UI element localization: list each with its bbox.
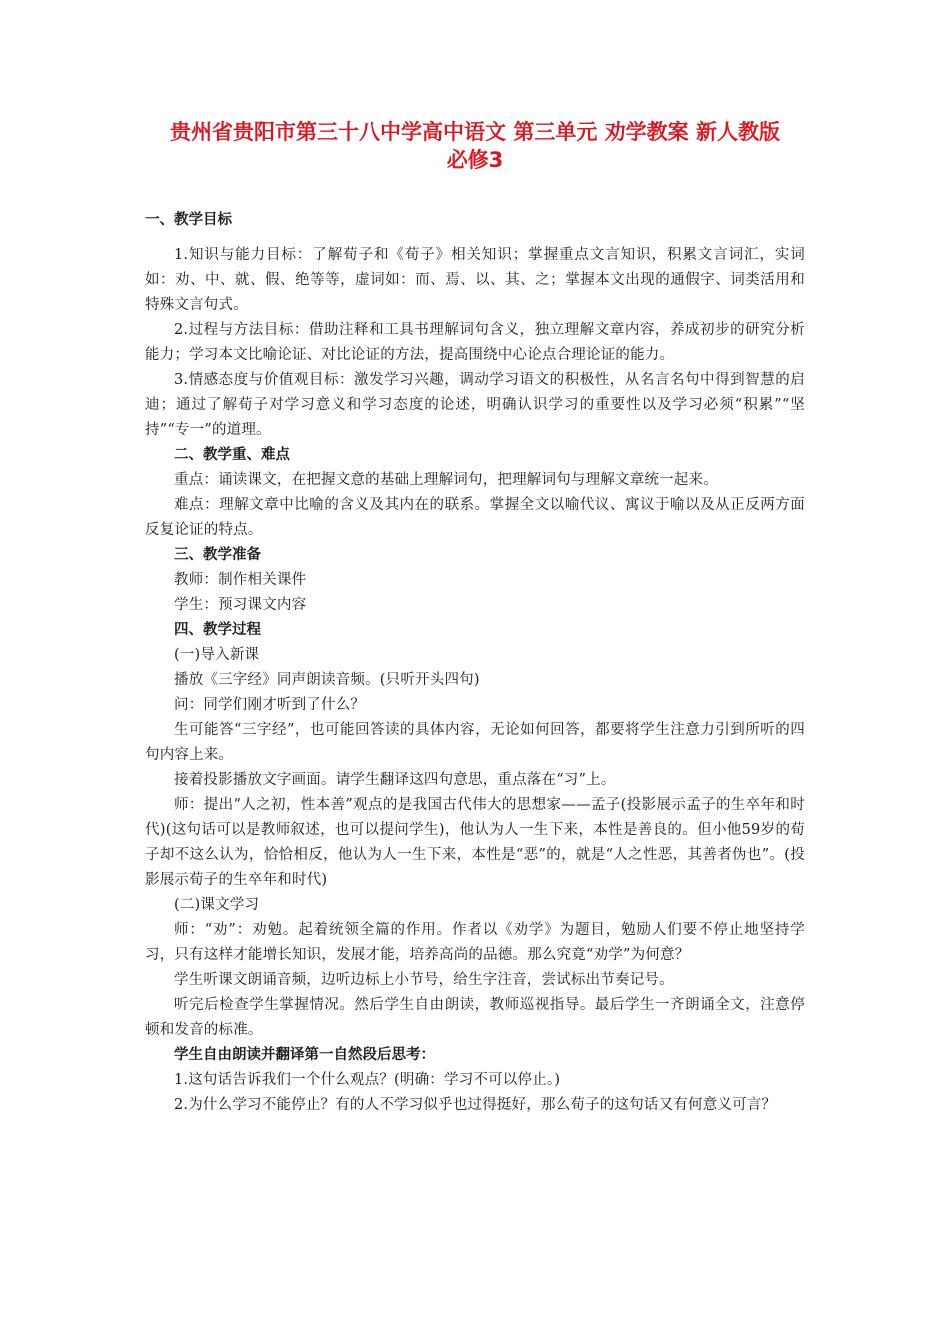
objective-attitude: 3.情感态度与价值观目标：激发学习兴趣，调动学习语文的积极性，从名言名句中得到智慧的启迪；通过了解荀子对学习意义和学习态度的论述，明确认识学习的重要性以及学习必须“积累”“坚持”“专一”的道理。	[145, 372, 805, 438]
process-para-4: 接着投影播放文字画面。请学生翻译这四句意思，重点落在“习”上。	[174, 772, 616, 788]
subheading-intro: (一)导入新课	[174, 647, 260, 663]
question-1: 1.这句话告诉我们一个什么观点？(明确：学习不可以停止。)	[174, 1072, 561, 1088]
prep-student: 学生：预习课文内容	[174, 597, 307, 613]
process-para-6: 师：“劝”：劝勉。起着统领全篇的作用。作者以《劝学》为题目，勉励人们要不停止地坚持学习，只有这样才能增长知识，发展才能，培养高尚的品德。那么究竟“劝学”为何意？	[145, 922, 805, 963]
subheading-lesson: (二)课文学习	[174, 897, 260, 913]
title-line-2: 必修3	[446, 148, 504, 172]
title-line-1: 贵州省贵阳市第三十八中学高中语文 第三单元 劝学教案 新人教版	[170, 120, 780, 144]
document-title	[145, 118, 805, 174]
section-heading-preparation: 三、教学准备	[174, 547, 261, 563]
objective-process: 2.过程与方法目标：借助注释和工具书理解词句含义，独立理解文章内容，养成初步的研究分析能力；学习本文比喻论证、对比论证的方法，提高围绕中心论点合理论证的能力。	[145, 322, 805, 363]
prep-teacher: 教师：制作相关课件	[174, 572, 307, 588]
key-point: 重点：诵读课文，在把握文意的基础上理解词句，把理解词句与理解文章统一起来。	[174, 472, 718, 488]
process-para-7: 学生听课文朗诵音频，边听边标上小节号，给生字注音，尝试标出节奏记号。	[174, 972, 674, 988]
process-para-5: 师：提出“人之初，性本善”观点的是我国古代伟大的思想家——孟子(投影展示孟子的生卒年和时代)(这句话可以是教师叙述，也可以提问学生)，他认为人一生下来，本性是善良的。但小他59岁的荀子却不这么认为，恰恰相反，他认为人一生下来，本性是“恶”的，就是“人之性恶，其善者伪也”。(投影展示荀子的生卒年和时代)	[145, 797, 805, 888]
objective-knowledge: 1.知识与能力目标：了解荀子和《荀子》相关知识；掌握重点文言知识，积累文言词汇，实词如：劝、中、就、假、绝等等，虚词如：而、焉、以、其、之；掌握本文出现的通假字、词类活用和特殊文言句式。	[145, 247, 805, 313]
question-2: 2.为什么学习不能停止？有的人不学习似乎也过得挺好，那么荀子的这句话又有何意义可言？	[174, 1097, 777, 1113]
section-heading-key-points: 二、教学重、难点	[174, 447, 290, 463]
section-heading-process: 四、教学过程	[174, 622, 261, 638]
process-para-3: 生可能答“三字经”，也可能回答读的具体内容，无论如何回答，都要将学生注意力引到所听的四句内容上来。	[145, 722, 805, 763]
process-para-8: 听完后检查学生掌握情况。然后学生自由朗读，教师巡视指导。最后学生一齐朗诵全文，注意停顿和发音的标准。	[145, 997, 805, 1038]
process-para-1: 播放《三字经》同声朗读音频。(只听开头四句)	[174, 672, 480, 688]
difficult-point: 难点：理解文章中比喻的含义及其内在的联系。掌握全文以喻代议、寓议于喻以及从正反两方面反复论证的特点。	[145, 497, 805, 538]
process-para-2: 问：同学们刚才听到了什么？	[174, 697, 366, 713]
section-heading-objectives: 一、教学目标	[145, 212, 232, 228]
subheading-reading-task: 学生自由朗读并翻译第一自然段后思考：	[174, 1047, 435, 1063]
